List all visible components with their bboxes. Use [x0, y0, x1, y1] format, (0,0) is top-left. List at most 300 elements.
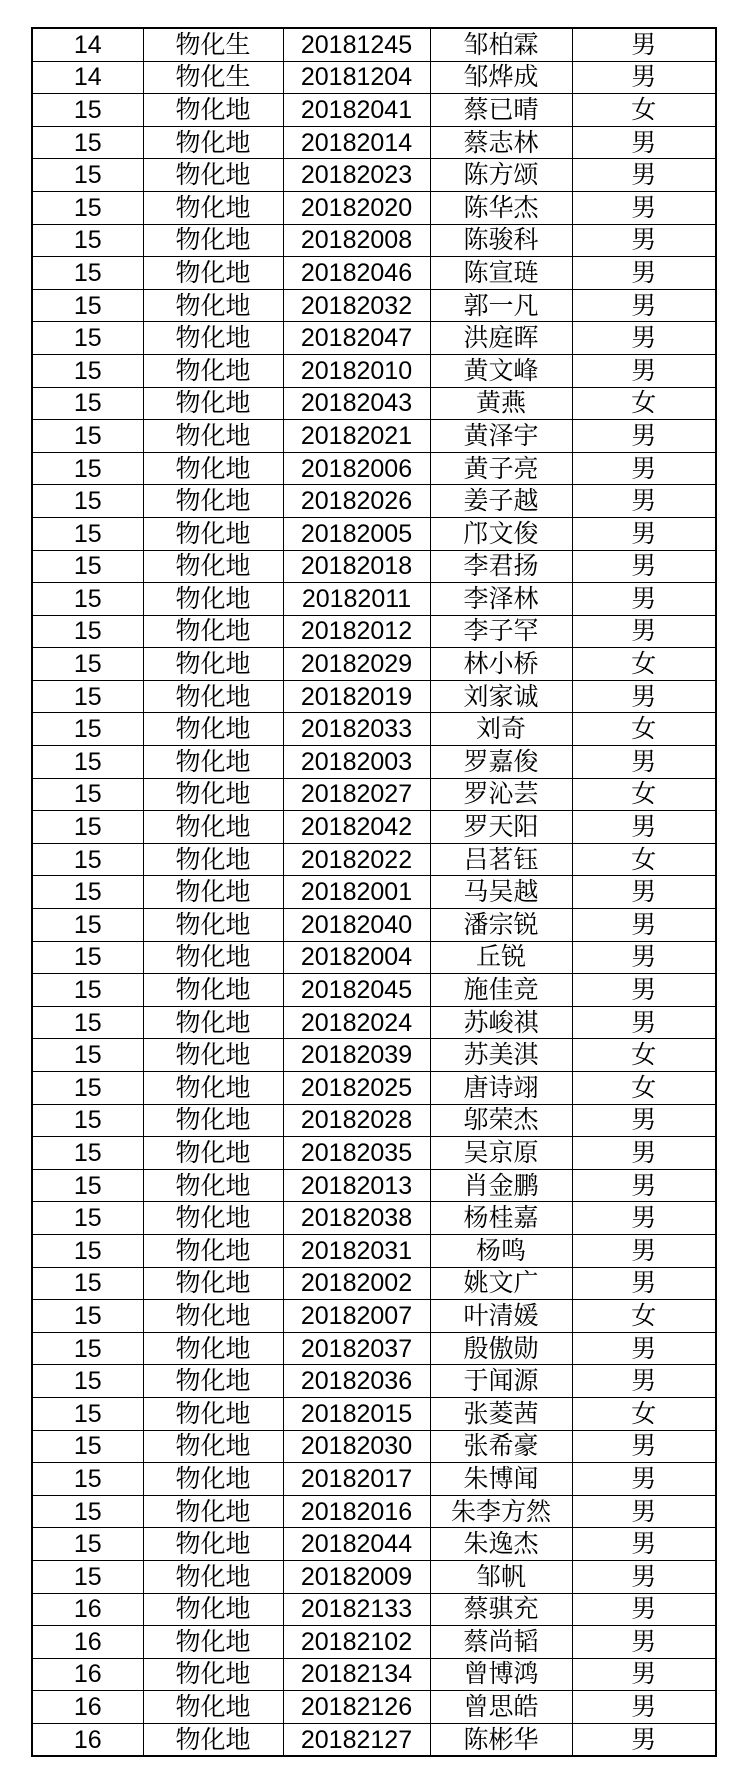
student-name-cell: 郭一凡: [430, 289, 572, 322]
gender-cell: 男: [572, 420, 716, 453]
student-id-cell: 20182126: [283, 1691, 430, 1724]
table-row: [32, 61, 716, 94]
table-row: [32, 452, 716, 485]
student-id-cell: 20182007: [283, 1300, 430, 1333]
gender-cell: 女: [572, 1300, 716, 1333]
class-number-cell: 15: [32, 876, 143, 909]
gender-cell: 女: [572, 1397, 716, 1430]
student-name-cell: 朱逸杰: [430, 1528, 572, 1561]
gender-cell: 女: [572, 1039, 716, 1072]
subject-combination-cell: 物化地: [143, 811, 283, 844]
student-name-cell: 朱博闻: [430, 1463, 572, 1496]
table-row: [32, 257, 716, 290]
student-id-cell: 20182001: [283, 876, 430, 909]
student-name-cell: 苏峻祺: [430, 1006, 572, 1039]
subject-combination-cell: 物化地: [143, 420, 283, 453]
subject-combination-cell: 物化地: [143, 615, 283, 648]
subject-combination-cell: 物化地: [143, 354, 283, 387]
subject-combination-cell: 物化地: [143, 941, 283, 974]
table-row: [32, 1267, 716, 1300]
student-name-cell: 黄文峰: [430, 354, 572, 387]
gender-cell: 男: [572, 61, 716, 94]
class-number-cell: 15: [32, 550, 143, 583]
student-id-cell: 20182022: [283, 843, 430, 876]
class-number-cell: 15: [32, 191, 143, 224]
subject-combination-cell: 物化地: [143, 517, 283, 550]
subject-combination-cell: 物化地: [143, 1626, 283, 1659]
gender-cell: 男: [572, 1430, 716, 1463]
gender-cell: 男: [572, 485, 716, 518]
student-id-cell: 20182033: [283, 713, 430, 746]
student-id-cell: 20182047: [283, 322, 430, 355]
subject-combination-cell: 物化地: [143, 1137, 283, 1170]
table-row: [32, 387, 716, 420]
class-number-cell: 15: [32, 1267, 143, 1300]
class-number-cell: 15: [32, 1006, 143, 1039]
subject-combination-cell: 物化地: [143, 1463, 283, 1496]
class-number-cell: 16: [32, 1626, 143, 1659]
gender-cell: 男: [572, 941, 716, 974]
gender-cell: 男: [572, 191, 716, 224]
class-number-cell: 15: [32, 1300, 143, 1333]
table-row: [32, 1430, 716, 1463]
student-name-cell: 邹帆: [430, 1560, 572, 1593]
table-row: [32, 1169, 716, 1202]
student-name-cell: 罗天阳: [430, 811, 572, 844]
table-row: [32, 1463, 716, 1496]
student-id-cell: 20182031: [283, 1234, 430, 1267]
table-row: [32, 1528, 716, 1561]
subject-combination-cell: 物化地: [143, 257, 283, 290]
student-id-cell: 20182025: [283, 1072, 430, 1105]
student-name-cell: 姜子越: [430, 485, 572, 518]
table-row: [32, 811, 716, 844]
gender-cell: 男: [572, 1593, 716, 1626]
student-id-cell: 20182012: [283, 615, 430, 648]
student-id-cell: 20182127: [283, 1723, 430, 1756]
gender-cell: 女: [572, 94, 716, 127]
subject-combination-cell: 物化地: [143, 843, 283, 876]
subject-combination-cell: 物化地: [143, 1397, 283, 1430]
subject-combination-cell: 物化地: [143, 224, 283, 257]
class-number-cell: 15: [32, 126, 143, 159]
student-name-cell: 肖金鹏: [430, 1169, 572, 1202]
table-row: [32, 1072, 716, 1105]
table-row: [32, 485, 716, 518]
subject-combination-cell: 物化地: [143, 126, 283, 159]
class-number-cell: 14: [32, 28, 143, 61]
gender-cell: 男: [572, 1626, 716, 1659]
student-name-cell: 于闻源: [430, 1365, 572, 1398]
table-row: [32, 1691, 716, 1724]
table-row: [32, 1006, 716, 1039]
subject-combination-cell: 物化地: [143, 191, 283, 224]
table-row: [32, 1104, 716, 1137]
table-row: [32, 583, 716, 616]
gender-cell: 女: [572, 1072, 716, 1105]
table-row: [32, 322, 716, 355]
table-row: [32, 909, 716, 942]
gender-cell: 男: [572, 1202, 716, 1235]
gender-cell: 男: [572, 583, 716, 616]
class-number-cell: 16: [32, 1658, 143, 1691]
gender-cell: 男: [572, 1267, 716, 1300]
class-number-cell: 15: [32, 811, 143, 844]
student-id-cell: 20181204: [283, 61, 430, 94]
subject-combination-cell: 物化地: [143, 1430, 283, 1463]
student-name-cell: 陈彬华: [430, 1723, 572, 1756]
table-row: [32, 615, 716, 648]
student-name-cell: 杨桂嘉: [430, 1202, 572, 1235]
class-number-cell: 15: [32, 843, 143, 876]
gender-cell: 男: [572, 1528, 716, 1561]
class-number-cell: 15: [32, 354, 143, 387]
student-id-cell: 20182045: [283, 974, 430, 1007]
roster-body: [32, 28, 716, 1756]
class-number-cell: 15: [32, 1104, 143, 1137]
class-number-cell: 16: [32, 1723, 143, 1756]
student-name-cell: 殷傲勋: [430, 1332, 572, 1365]
student-id-cell: 20182003: [283, 746, 430, 779]
table-row: [32, 941, 716, 974]
subject-combination-cell: 物化地: [143, 746, 283, 779]
student-name-cell: 刘家诚: [430, 680, 572, 713]
class-number-cell: 15: [32, 1365, 143, 1398]
class-number-cell: 15: [32, 974, 143, 1007]
class-number-cell: 15: [32, 517, 143, 550]
gender-cell: 男: [572, 1495, 716, 1528]
student-id-cell: 20182102: [283, 1626, 430, 1659]
subject-combination-cell: 物化地: [143, 1365, 283, 1398]
table-row: [32, 1365, 716, 1398]
table-row: [32, 354, 716, 387]
class-number-cell: 15: [32, 713, 143, 746]
subject-combination-cell: 物化地: [143, 778, 283, 811]
student-name-cell: 邹柏霖: [430, 28, 572, 61]
subject-combination-cell: 物化地: [143, 387, 283, 420]
student-id-cell: 20182046: [283, 257, 430, 290]
gender-cell: 女: [572, 778, 716, 811]
class-number-cell: 15: [32, 583, 143, 616]
student-name-cell: 邹烨成: [430, 61, 572, 94]
table-row: [32, 1039, 716, 1072]
gender-cell: 男: [572, 159, 716, 192]
subject-combination-cell: 物化地: [143, 974, 283, 1007]
student-id-cell: 20182044: [283, 1528, 430, 1561]
student-name-cell: 李子罕: [430, 615, 572, 648]
student-id-cell: 20182027: [283, 778, 430, 811]
table-row: [32, 974, 716, 1007]
class-number-cell: 15: [32, 1332, 143, 1365]
student-id-cell: 20182133: [283, 1593, 430, 1626]
class-number-cell: 15: [32, 159, 143, 192]
subject-combination-cell: 物化地: [143, 1300, 283, 1333]
subject-combination-cell: 物化地: [143, 876, 283, 909]
student-name-cell: 曾思皓: [430, 1691, 572, 1724]
student-name-cell: 丘锐: [430, 941, 572, 974]
subject-combination-cell: 物化地: [143, 680, 283, 713]
class-number-cell: 15: [32, 224, 143, 257]
class-number-cell: 15: [32, 485, 143, 518]
student-id-cell: 20182008: [283, 224, 430, 257]
student-id-cell: 20182013: [283, 1169, 430, 1202]
student-name-cell: 蔡骐充: [430, 1593, 572, 1626]
gender-cell: 女: [572, 843, 716, 876]
table-row: [32, 876, 716, 909]
subject-combination-cell: 物化地: [143, 159, 283, 192]
subject-combination-cell: 物化地: [143, 1267, 283, 1300]
subject-combination-cell: 物化地: [143, 1072, 283, 1105]
student-name-cell: 苏美淇: [430, 1039, 572, 1072]
student-id-cell: 20182037: [283, 1332, 430, 1365]
gender-cell: 男: [572, 1658, 716, 1691]
student-id-cell: 20182002: [283, 1267, 430, 1300]
subject-combination-cell: 物化地: [143, 1006, 283, 1039]
table-row: [32, 420, 716, 453]
student-id-cell: 20182010: [283, 354, 430, 387]
student-id-cell: 20182036: [283, 1365, 430, 1398]
gender-cell: 男: [572, 811, 716, 844]
student-name-cell: 洪庭晖: [430, 322, 572, 355]
class-number-cell: 15: [32, 322, 143, 355]
student-id-cell: 20182041: [283, 94, 430, 127]
subject-combination-cell: 物化地: [143, 1560, 283, 1593]
student-name-cell: 施佳竞: [430, 974, 572, 1007]
student-id-cell: 20182032: [283, 289, 430, 322]
gender-cell: 男: [572, 1691, 716, 1724]
class-number-cell: 15: [32, 1397, 143, 1430]
student-name-cell: 蔡志林: [430, 126, 572, 159]
student-id-cell: 20182018: [283, 550, 430, 583]
table-row: [32, 94, 716, 127]
gender-cell: 男: [572, 517, 716, 550]
student-name-cell: 张希豪: [430, 1430, 572, 1463]
gender-cell: 女: [572, 713, 716, 746]
student-name-cell: 曾博鸿: [430, 1658, 572, 1691]
class-number-cell: 15: [32, 746, 143, 779]
student-name-cell: 杨鸣: [430, 1234, 572, 1267]
student-id-cell: 20182016: [283, 1495, 430, 1528]
gender-cell: 男: [572, 224, 716, 257]
table-row: [32, 159, 716, 192]
student-id-cell: 20182023: [283, 159, 430, 192]
subject-combination-cell: 物化地: [143, 1528, 283, 1561]
class-number-cell: 15: [32, 1169, 143, 1202]
gender-cell: 男: [572, 1104, 716, 1137]
student-id-cell: 20181245: [283, 28, 430, 61]
gender-cell: 男: [572, 354, 716, 387]
class-number-cell: 15: [32, 1202, 143, 1235]
gender-cell: 男: [572, 257, 716, 290]
table-row: [32, 1560, 716, 1593]
student-name-cell: 罗沁芸: [430, 778, 572, 811]
class-number-cell: 15: [32, 420, 143, 453]
gender-cell: 男: [572, 680, 716, 713]
table-row: [32, 1495, 716, 1528]
class-number-cell: 15: [32, 680, 143, 713]
subject-combination-cell: 物化地: [143, 1691, 283, 1724]
student-name-cell: 蔡已晴: [430, 94, 572, 127]
student-id-cell: 20182043: [283, 387, 430, 420]
table-row: [32, 550, 716, 583]
subject-combination-cell: 物化地: [143, 1202, 283, 1235]
student-name-cell: 朱李方然: [430, 1495, 572, 1528]
table-row: [32, 1202, 716, 1235]
subject-combination-cell: 物化地: [143, 1169, 283, 1202]
student-name-cell: 陈方颂: [430, 159, 572, 192]
table-row: [32, 289, 716, 322]
student-name-cell: 叶清媛: [430, 1300, 572, 1333]
gender-cell: 男: [572, 974, 716, 1007]
class-number-cell: 16: [32, 1691, 143, 1724]
gender-cell: 男: [572, 1723, 716, 1756]
class-number-cell: 15: [32, 648, 143, 681]
table-row: [32, 680, 716, 713]
subject-combination-cell: 物化地: [143, 94, 283, 127]
student-id-cell: 20182020: [283, 191, 430, 224]
subject-combination-cell: 物化地: [143, 452, 283, 485]
class-number-cell: 15: [32, 387, 143, 420]
subject-combination-cell: 物化地: [143, 550, 283, 583]
table-row: [32, 1658, 716, 1691]
class-number-cell: 15: [32, 1072, 143, 1105]
class-number-cell: 15: [32, 1495, 143, 1528]
student-id-cell: 20182004: [283, 941, 430, 974]
subject-combination-cell: 物化地: [143, 583, 283, 616]
gender-cell: 男: [572, 1332, 716, 1365]
class-number-cell: 15: [32, 257, 143, 290]
gender-cell: 男: [572, 1137, 716, 1170]
gender-cell: 男: [572, 1169, 716, 1202]
student-id-cell: 20182014: [283, 126, 430, 159]
gender-cell: 男: [572, 1560, 716, 1593]
gender-cell: 男: [572, 746, 716, 779]
student-name-cell: 林小桥: [430, 648, 572, 681]
table-row: [32, 1626, 716, 1659]
student-name-cell: 陈华杰: [430, 191, 572, 224]
student-name-cell: 吕茗钰: [430, 843, 572, 876]
class-number-cell: 15: [32, 778, 143, 811]
table-row: [32, 1723, 716, 1756]
student-id-cell: 20182019: [283, 680, 430, 713]
student-name-cell: 吴京原: [430, 1137, 572, 1170]
gender-cell: 男: [572, 909, 716, 942]
subject-combination-cell: 物化地: [143, 713, 283, 746]
student-name-cell: 陈宣琏: [430, 257, 572, 290]
gender-cell: 男: [572, 1365, 716, 1398]
student-name-cell: 唐诗翊: [430, 1072, 572, 1105]
student-id-cell: 20182038: [283, 1202, 430, 1235]
gender-cell: 女: [572, 648, 716, 681]
subject-combination-cell: 物化地: [143, 485, 283, 518]
subject-combination-cell: 物化地: [143, 648, 283, 681]
class-number-cell: 15: [32, 94, 143, 127]
student-name-cell: 张菱茜: [430, 1397, 572, 1430]
student-id-cell: 20182026: [283, 485, 430, 518]
student-id-cell: 20182030: [283, 1430, 430, 1463]
subject-combination-cell: 物化地: [143, 1495, 283, 1528]
table-row: [32, 1332, 716, 1365]
class-number-cell: 15: [32, 909, 143, 942]
gender-cell: 男: [572, 550, 716, 583]
table-row: [32, 713, 716, 746]
gender-cell: 男: [572, 876, 716, 909]
student-roster-table: [31, 27, 717, 1757]
student-id-cell: 20182028: [283, 1104, 430, 1137]
student-id-cell: 20182040: [283, 909, 430, 942]
gender-cell: 男: [572, 1006, 716, 1039]
subject-combination-cell: 物化地: [143, 322, 283, 355]
table-row: [32, 191, 716, 224]
student-name-cell: 罗嘉俊: [430, 746, 572, 779]
table-row: [32, 126, 716, 159]
gender-cell: 男: [572, 28, 716, 61]
table-row: [32, 1234, 716, 1267]
table-row: [32, 843, 716, 876]
subject-combination-cell: 物化地: [143, 1104, 283, 1137]
class-number-cell: 15: [32, 1430, 143, 1463]
subject-combination-cell: 物化地: [143, 1039, 283, 1072]
class-number-cell: 15: [32, 1463, 143, 1496]
student-name-cell: 姚文广: [430, 1267, 572, 1300]
class-number-cell: 15: [32, 1560, 143, 1593]
student-id-cell: 20182029: [283, 648, 430, 681]
student-name-cell: 刘奇: [430, 713, 572, 746]
table-row: [32, 224, 716, 257]
subject-combination-cell: 物化地: [143, 909, 283, 942]
class-number-cell: 15: [32, 615, 143, 648]
student-id-cell: 20182006: [283, 452, 430, 485]
student-id-cell: 20182017: [283, 1463, 430, 1496]
student-name-cell: 陈骏科: [430, 224, 572, 257]
student-name-cell: 黄泽宇: [430, 420, 572, 453]
table-row: [32, 778, 716, 811]
student-name-cell: 李泽林: [430, 583, 572, 616]
class-number-cell: 15: [32, 289, 143, 322]
table-row: [32, 1300, 716, 1333]
student-name-cell: 马吴越: [430, 876, 572, 909]
class-number-cell: 15: [32, 1528, 143, 1561]
gender-cell: 女: [572, 387, 716, 420]
class-number-cell: 15: [32, 941, 143, 974]
subject-combination-cell: 物化地: [143, 1658, 283, 1691]
student-name-cell: 潘宗锐: [430, 909, 572, 942]
gender-cell: 男: [572, 615, 716, 648]
student-id-cell: 20182035: [283, 1137, 430, 1170]
subject-combination-cell: 物化地: [143, 289, 283, 322]
class-number-cell: 14: [32, 61, 143, 94]
student-name-cell: 邬荣杰: [430, 1104, 572, 1137]
class-number-cell: 15: [32, 452, 143, 485]
gender-cell: 男: [572, 126, 716, 159]
student-id-cell: 20182005: [283, 517, 430, 550]
student-id-cell: 20182134: [283, 1658, 430, 1691]
student-id-cell: 20182039: [283, 1039, 430, 1072]
table-row: [32, 28, 716, 61]
gender-cell: 男: [572, 1463, 716, 1496]
gender-cell: 男: [572, 1234, 716, 1267]
subject-combination-cell: 物化地: [143, 1332, 283, 1365]
table-row: [32, 517, 716, 550]
table-row: [32, 1397, 716, 1430]
class-number-cell: 15: [32, 1234, 143, 1267]
student-name-cell: 蔡尚韬: [430, 1626, 572, 1659]
subject-combination-cell: 物化生: [143, 61, 283, 94]
student-id-cell: 20182011: [283, 583, 430, 616]
subject-combination-cell: 物化地: [143, 1234, 283, 1267]
student-id-cell: 20182009: [283, 1560, 430, 1593]
student-id-cell: 20182024: [283, 1006, 430, 1039]
